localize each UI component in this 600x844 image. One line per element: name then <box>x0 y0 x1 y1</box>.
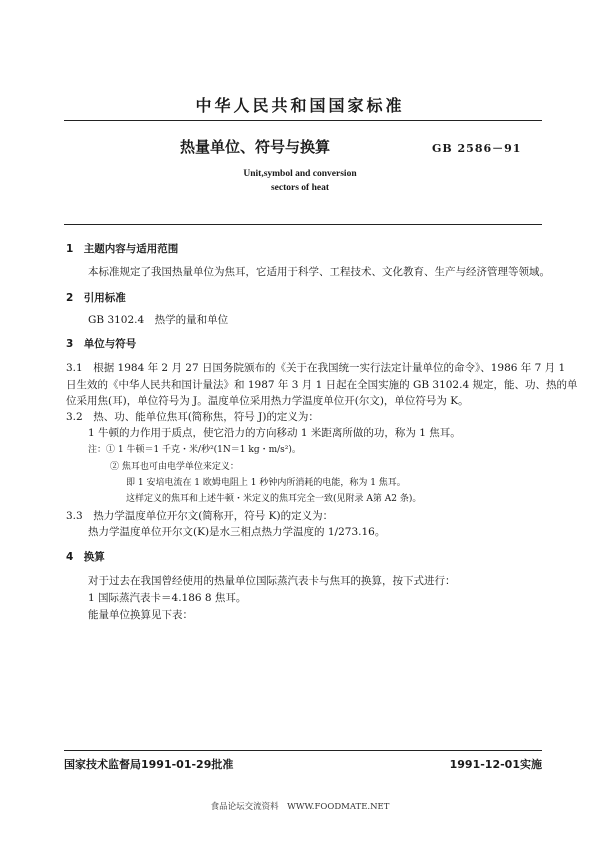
standard-code: GB 2586－91 <box>432 142 522 155</box>
footer-rule <box>64 750 542 751</box>
effective-date: 1991-12-01实施 <box>449 758 542 771</box>
section-4-line-3: 能量单位换算见下表： <box>88 609 193 621</box>
note-4: 这样定义的焦耳和上述牛顿・米定义的焦耳完全一致(见附录 A第 A2 条)。 <box>126 494 422 504</box>
note-2: ② 焦耳也可由电学单位来定义： <box>110 462 239 472</box>
header-rule <box>64 120 542 121</box>
watermark-text: 食品论坛交流资料 WWW.FOODMATE.NET <box>210 802 390 812</box>
section-4-line-2: 1 国际蒸汽表卡＝4.186 8 焦耳。 <box>88 592 247 604</box>
section-1-body: 本标准规定了我国热量单位为焦耳，它适用于科学、工程技术、文化教育、生产与经济管理等领域。 <box>88 266 550 278</box>
section-3-1-line-1: 3.1 根据 1984 年 2 月 27 日国务院颁布的《关于在我国统一实行法定计量单位的命令》、1986 年 7 月 1 <box>66 362 566 374</box>
section-2-body: GB 3102.4 热学的量和单位 <box>88 314 229 326</box>
section-3-heading: 3 单位与符号 <box>66 338 137 350</box>
section-3-2-line-1: 3.2 热、功、能单位焦耳(简称焦，符号 J)的定义为： <box>66 411 319 423</box>
section-3-1-line-2: 日生效的《中华人民共和国计量法》和 1987 年 3 月 1 日起在全国实施的 GB 3102.4 规定，能、功、热的单 <box>66 379 578 391</box>
section-3-1-line-3: 位采用焦(耳)，单位符号为 J。温度单位采用热力学温度单位开(尔文)，单位符号为 K。 <box>66 395 469 407</box>
section-3-3-line-2: 热力学温度单位开尔文(K)是水三相点热力学温度的 1/273.16。 <box>88 526 386 538</box>
section-4-heading: 4 换算 <box>66 551 105 563</box>
issuer-heading: 中华人民共和国国家标准 <box>195 96 405 115</box>
note-3: 即 1 安培电流在 1 欧姆电阻上 1 秒钟内所消耗的电能，称为 1 焦耳。 <box>126 478 406 488</box>
english-title-line-1: Unit,symbol and conversion <box>243 169 357 179</box>
note-1: 注：① 1 牛顿＝1 千克・米/秒²(1N＝1 kg・m/s²)。 <box>88 445 301 455</box>
title-rule <box>64 224 542 225</box>
section-4-line-1: 对于过去在我国曾经使用的热量单位国际蒸汽表卡与焦耳的换算，按下式进行： <box>88 575 456 587</box>
document-title: 热量单位、符号与换算 <box>180 138 331 156</box>
section-3-2-line-2: 1 牛顿的力作用于质点，使它沿力的方向移动 1 米距离所做的功，称为 1 焦耳。 <box>88 427 461 439</box>
section-2-heading: 2 引用标准 <box>66 292 126 304</box>
section-1-heading: 1 主题内容与适用范围 <box>66 243 179 255</box>
section-3-3-line-1: 3.3 热力学温度单位开尔文(简称开，符号 K)的定义为： <box>66 510 334 522</box>
english-title-line-2: sectors of heat <box>270 183 330 193</box>
approval-date: 国家技术监督局1991-01-29批准 <box>64 758 234 771</box>
